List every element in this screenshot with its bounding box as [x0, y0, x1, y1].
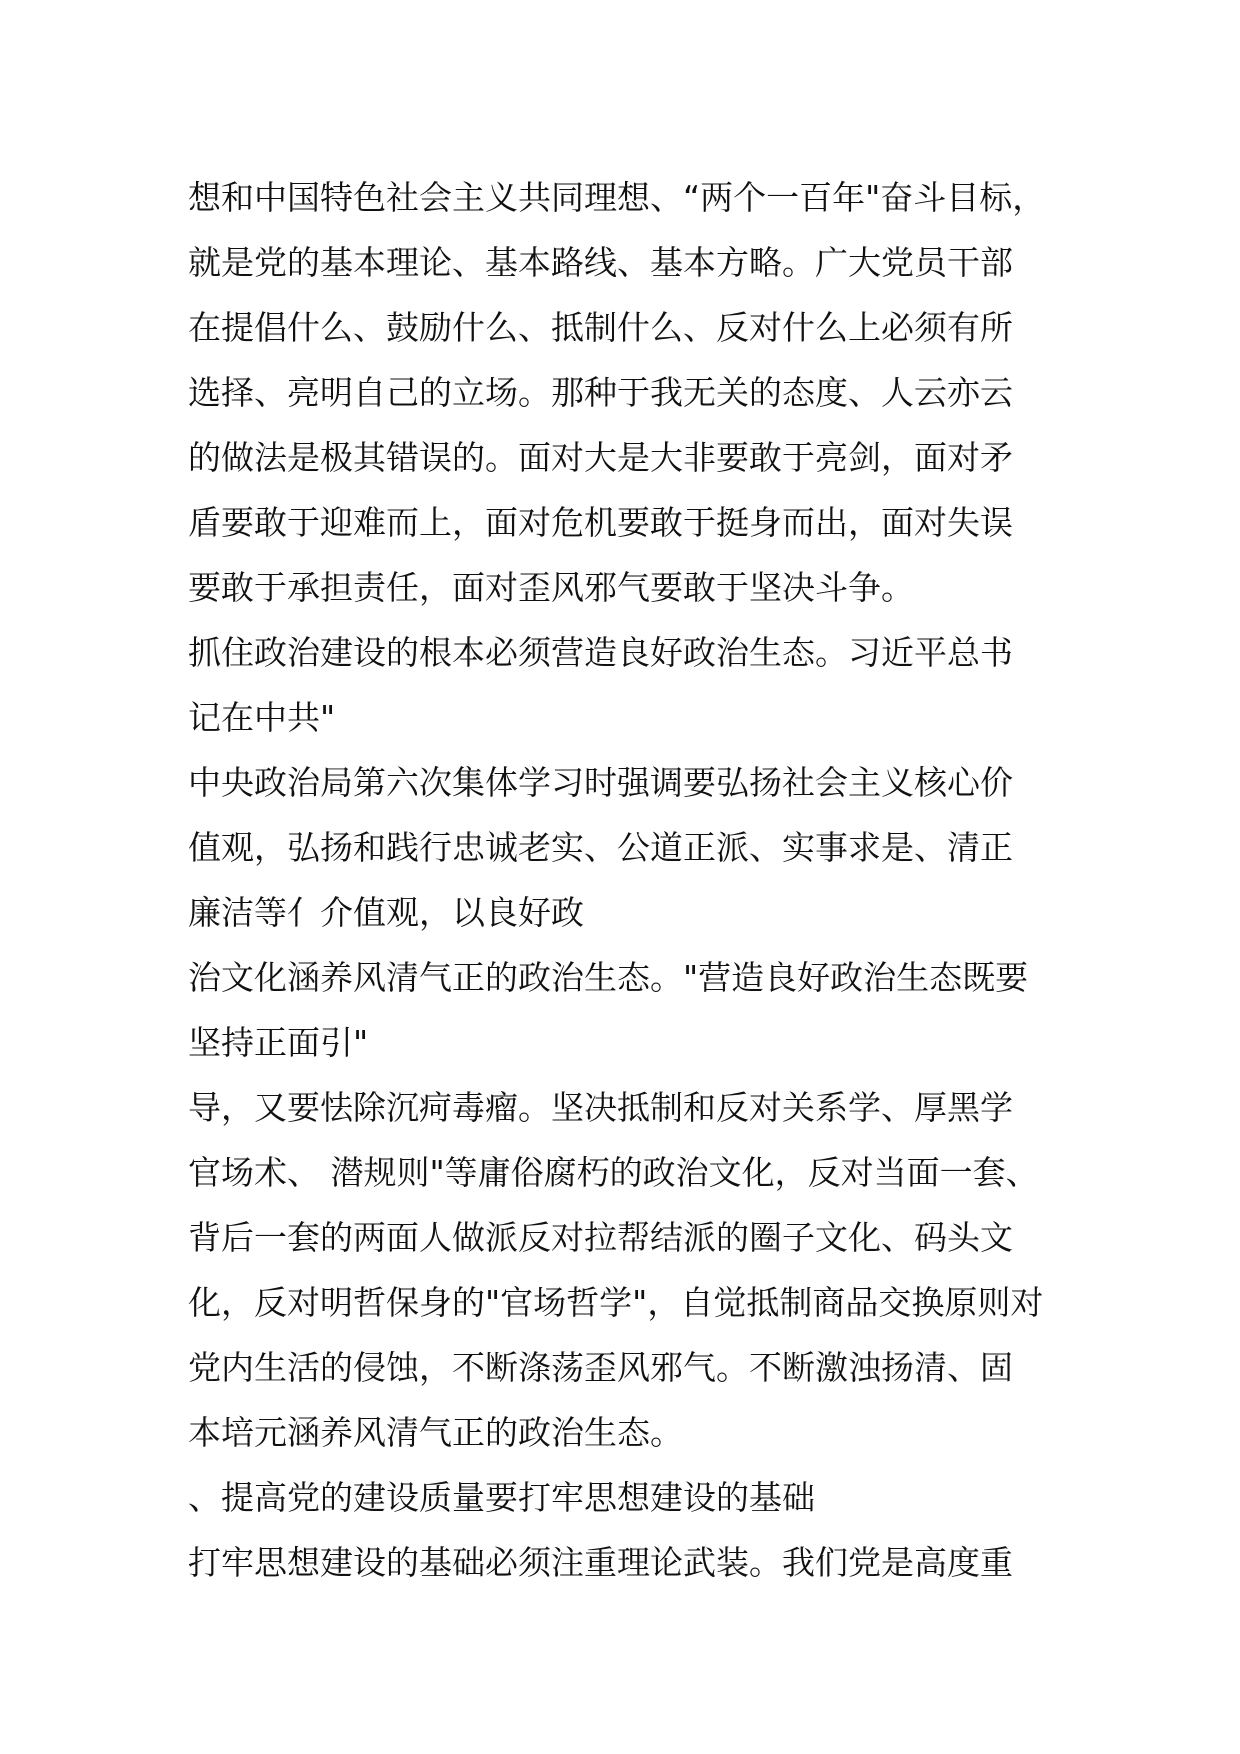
- text-line: 要敢于承担责任，面对歪风邪气要敢于坚决斗争。: [188, 568, 914, 607]
- text-line: 抓住政治建设的根本必须营造良好政治生态。习近平总书: [188, 633, 1013, 672]
- body-text: [188, 165, 1088, 1595]
- text-line: 盾要敢于迎难而上，面对危机要敢于挺身而出，面对失误: [188, 503, 1013, 542]
- text-line: 治文化涵养风清气正的政治生态。"营造良好政治生态既要: [188, 958, 1029, 997]
- text-line: 化，反对明哲保身的"官场哲学"，自觉抵制商品交换原则对: [188, 1283, 1044, 1322]
- text-line: 官场术、 潜规则"等庸俗腐朽的政治文化，反对当面一套、: [188, 1153, 1039, 1192]
- text-line: 坚持正面引": [188, 1023, 369, 1062]
- text-line: 中央政治局第六次集体学习时强调要弘扬社会主义核心价: [188, 763, 1013, 802]
- text-line: 打牢思想建设的基础必须注重理论武装。我们党是高度重: [188, 1543, 1013, 1582]
- text-line: 党内生活的侵蚀，不断涤荡歪风邪气。不断激浊扬清、固: [188, 1348, 1013, 1387]
- text-line: 记在中共": [188, 698, 336, 737]
- text-line: 就是党的基本理论、基本路线、基本方略。广大党员干部: [188, 243, 1013, 282]
- text-line: 值观，弘扬和践行忠诚老实、公道正派、实事求是、清正: [188, 828, 1013, 867]
- text-line: 的做法是极其错误的。面对大是大非要敢于亮剑，面对矛: [188, 438, 1013, 477]
- section-heading: 、提高党的建设质量要打牢思想建设的基础: [188, 1478, 815, 1517]
- text-line: 导，又要怯除沉疴毒瘤。坚决抵制和反对关系学、厚黑学: [188, 1088, 1013, 1127]
- text-line: 本培元涵养风清气正的政治生态。: [188, 1413, 683, 1452]
- text-line: 选择、亮明自己的立场。那种于我无关的态度、人云亦云: [188, 373, 1013, 412]
- text-line: 想和中国特色社会主义共同理想、“两个一百年"奋斗目标，: [188, 178, 1046, 217]
- text-line: 背后一套的两面人做派反对拉帮结派的圈子文化、码头文: [188, 1218, 1013, 1257]
- text-line: 廉洁等亻介值观，以良好政: [188, 893, 584, 932]
- text-line: 在提倡什么、鼓励什么、抵制什么、反对什么上必须有所: [188, 308, 1013, 347]
